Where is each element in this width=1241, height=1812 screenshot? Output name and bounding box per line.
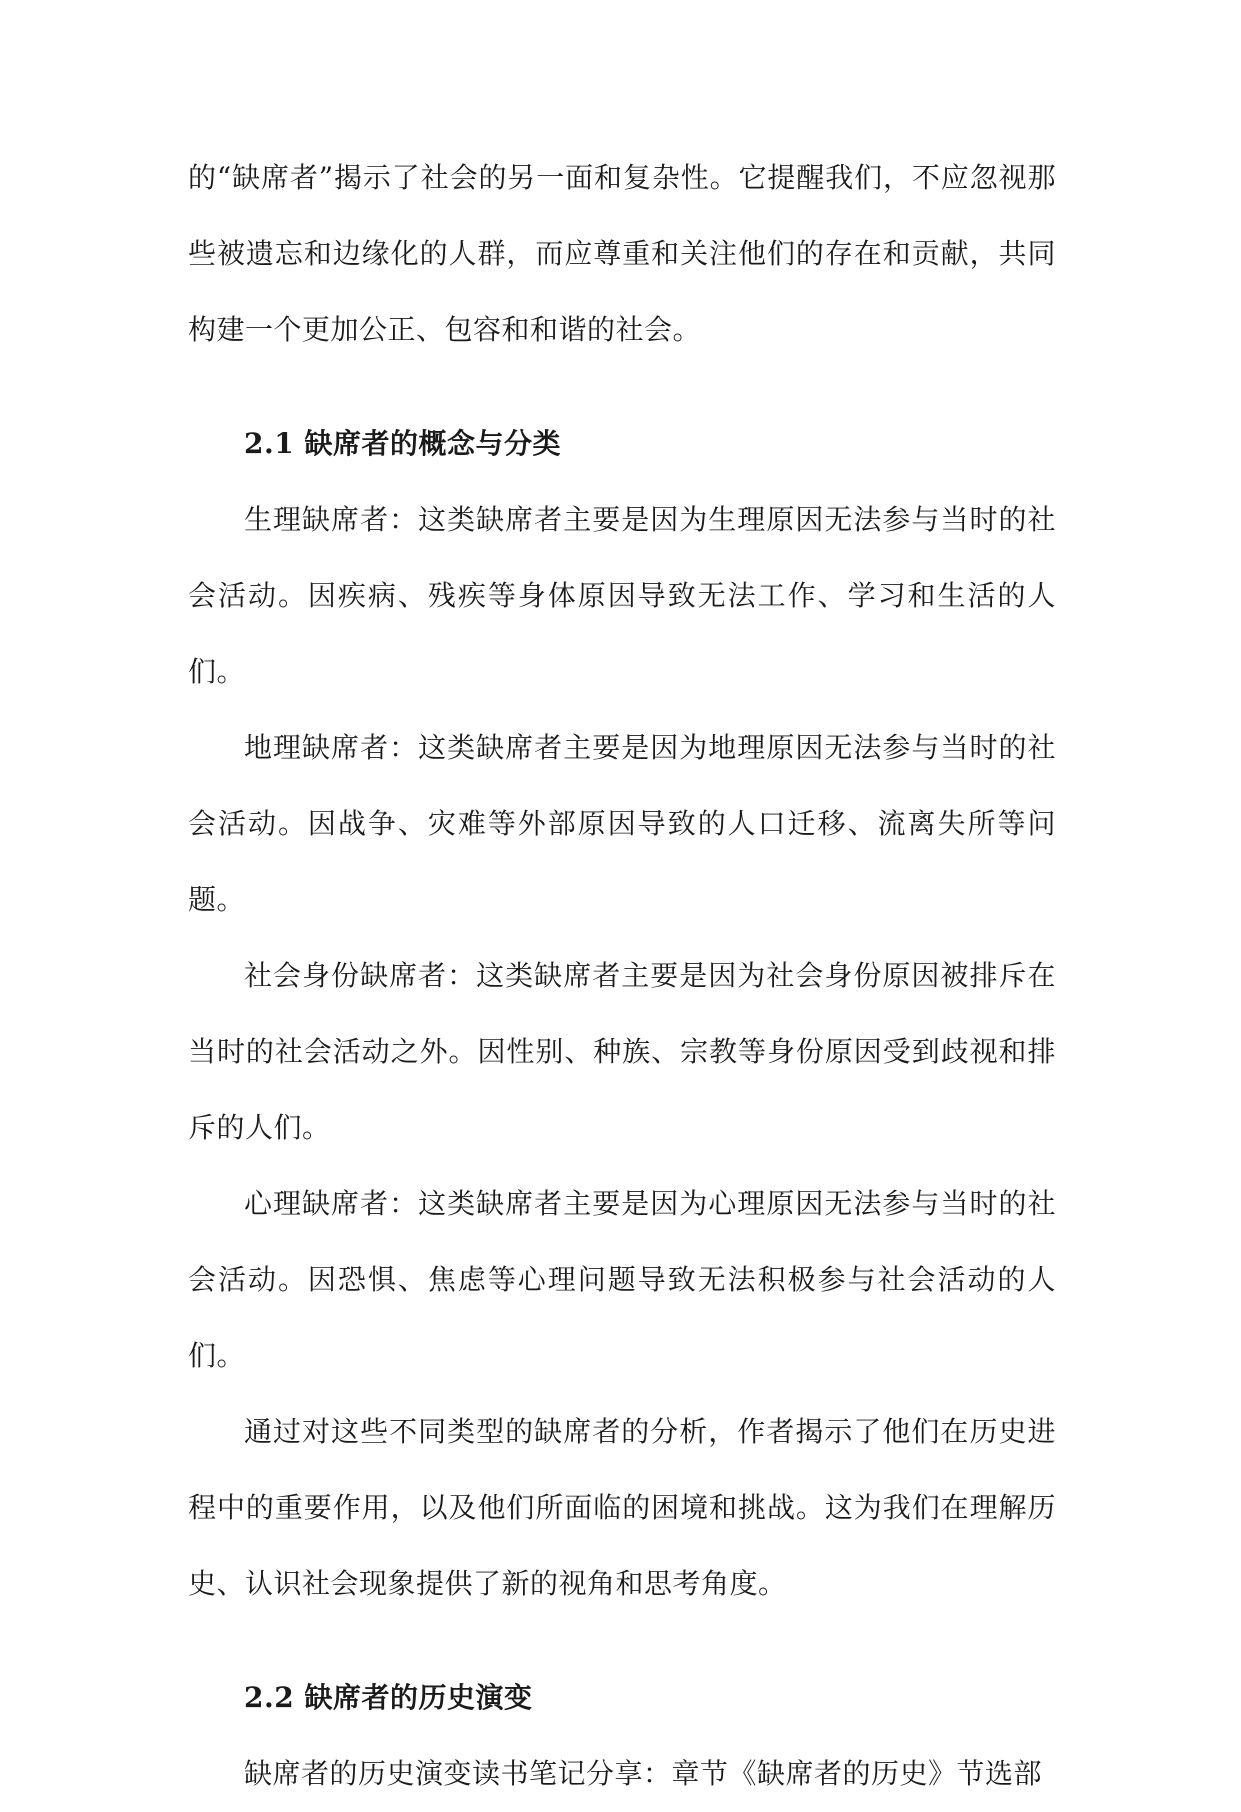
document-page — [188, 140, 1056, 1812]
section-heading-2-2: 2.2 缺席者的历史演变 — [244, 1681, 533, 1714]
section-gap — [188, 368, 1056, 406]
section-gap — [188, 1622, 1056, 1660]
paragraph-physiological-absentees: 生理缺席者：这类缺席者主要是因为生理原因无法参与当时的社会活动。因疾病、残疾等身体原因导致无法工作、学习和生活的人们。 — [188, 503, 1056, 688]
paragraph-social-identity-absentees: 社会身份缺席者：这类缺席者主要是因为社会身份原因被排斥在当时的社会活动之外。因性别、种族、宗教等身份原因受到歧视和排斥的人们。 — [188, 959, 1056, 1144]
paragraph-geographical-absentees: 地理缺席者：这类缺席者主要是因为地理原因无法参与当时的社会活动。因战争、灾难等外部原因导致的人口迁移、流离失所等问题。 — [188, 731, 1056, 916]
section-heading-2-1: 2.1 缺席者的概念与分类 — [244, 427, 561, 460]
paragraph-intro-continuation: 的“缺席者”揭示了社会的另一面和复杂性。它提醒我们，不应忽视那些被遗忘和边缘化的人群，而应尊重和关注他们的存在和贡献，共同构建一个更加公正、包容和和谐的社会。 — [188, 161, 1056, 346]
paragraph-psychological-absentees: 心理缺席者：这类缺席者主要是因为心理原因无法参与当时的社会活动。因恐惧、焦虑等心理问题导致无法积极参与社会活动的人们。 — [188, 1187, 1056, 1372]
paragraph-analysis-summary: 通过对这些不同类型的缺席者的分析，作者揭示了他们在历史进程中的重要作用，以及他们所面临的困境和挑战。这为我们在理解历史、认识社会现象提供了新的视角和思考角度。 — [188, 1415, 1056, 1600]
paragraph-history-evolution: 缺席者的历史演变读书笔记分享：章节《缺席者的历史》节选部 — [244, 1757, 1043, 1790]
